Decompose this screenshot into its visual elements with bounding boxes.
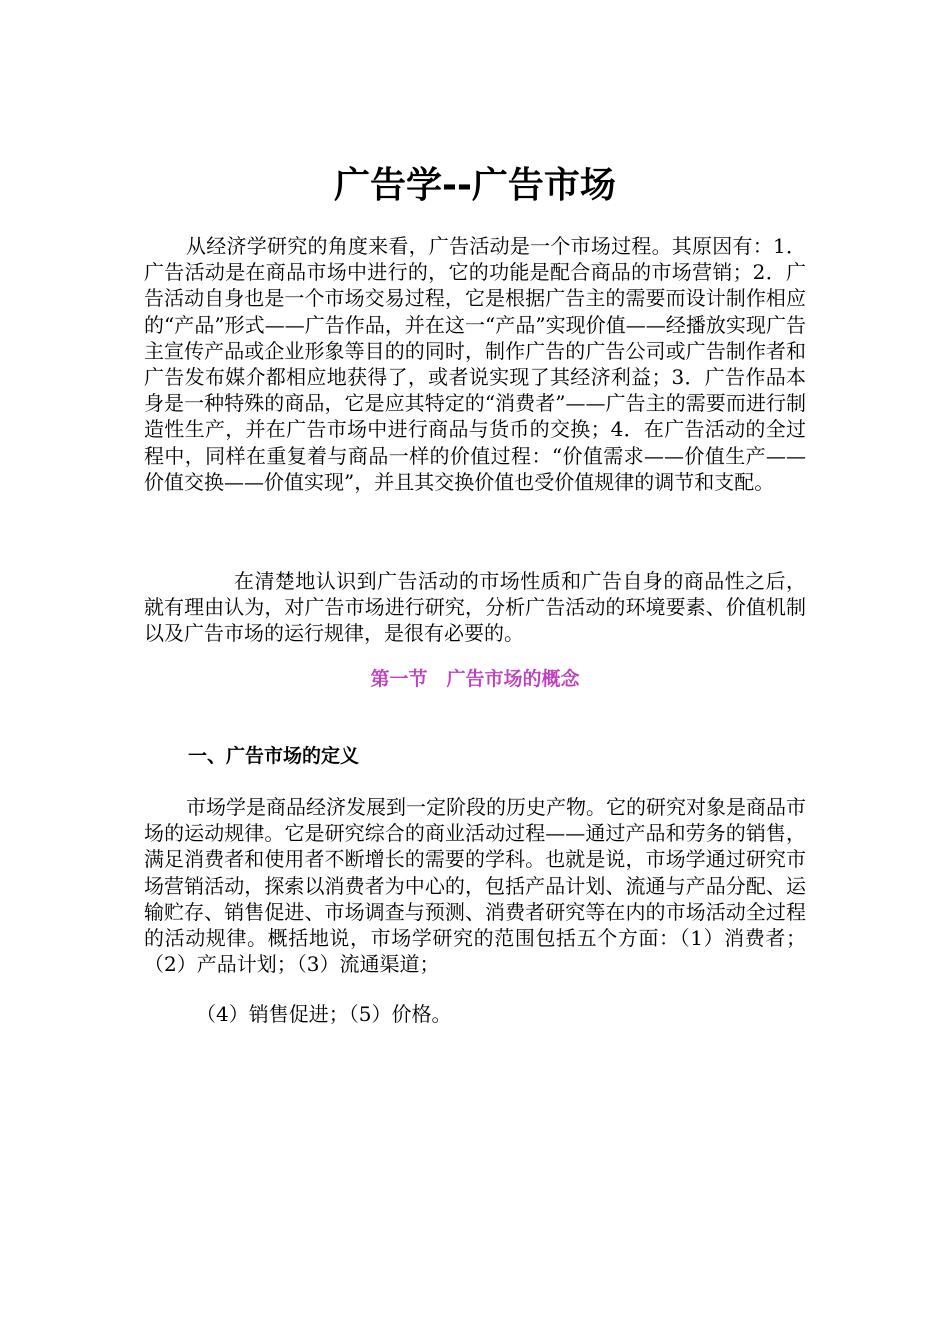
- intro-paragraph-1: 从经济学研究的角度来看，广告活动是一个市场过程。其原因有：1．广告活动是在商品市场中进行的，它的功能是配合商品的市场营销；2．广告活动自身也是一个市场交易过程，它是根据广告主的需要而设计制作相应的“产品”形式——广告作品，并在这一“产品”实现价值——经播放实现广告主宣传产品或企业形象等目的的同时，制作广告的广告公司或广告制作者和广告发布媒介都相应地获得了，或者说实现了其经济利益；3．广告作品本身是一种特殊的商品，它是应其特定的“消费者”——广告主的需要而进行制造性生产，并在广告市场中进行商品与货币的交换；4．在广告活动的全过程中，同样在重复着与商品一样的价值过程：“价值需求——价值生产——价值交换——价值实现”，并且其交换价值也受价值规律的调节和支配。: [144, 234, 806, 494]
- definition-continuation: （4）销售促进；（5）价格。: [196, 1002, 452, 1026]
- document-title: 广告学--广告市场: [334, 165, 616, 206]
- section-heading: 第一节 广告市场的概念: [370, 668, 580, 690]
- subsection-heading: 一、广告市场的定义: [188, 745, 360, 767]
- definition-paragraph: 市场学是商品经济发展到一定阶段的历史产物。它的研究对象是商品市场的运动规律。它是研究综合的商业活动过程——通过产品和劳务的销售，满足消费者和使用者不断增长的需要的学科。也就是说，市场学通过研究市场营销活动，探索以消费者为中心的，包括产品计划、流通与产品分配、运输贮存、销售促进、市场调查与预测、消费者研究等在内的市场活动全过程的活动规律。概括地说，市场学研究的范围包括五个方面：（1）消费者；（2）产品计划；（3）流通渠道；: [144, 795, 806, 977]
- intro-paragraph-2: 在清楚地认识到广告活动的市场性质和广告自身的商品性之后，就有理由认为，对广告市场进行研究，分析广告活动的环境要素、价值机制以及广告市场的运行规律，是很有必要的。: [144, 569, 806, 646]
